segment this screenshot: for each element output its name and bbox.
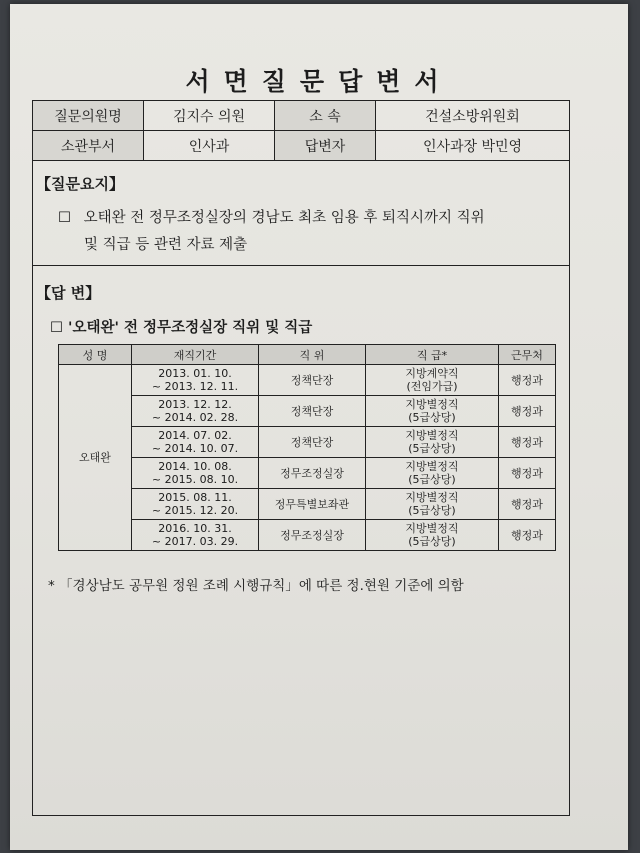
grade-cell: 지방별정직 (5급상당) [366, 520, 499, 551]
office-cell: 행정과 [499, 489, 556, 520]
table-row [59, 458, 556, 489]
department-label: 소관부서 [33, 131, 144, 161]
questioner-label: 질문의원명 [33, 101, 144, 131]
footnote: * 「경상남도 공무원 정원 조례 시행규칙」에 따른 정.현원 기준에 의함 [48, 578, 464, 594]
office-cell: 행정과 [499, 427, 556, 458]
grade-cell: 지방별정직 (5급상당) [366, 427, 499, 458]
question-text-line1: 오태완 전 정무조정실장의 경남도 최초 임용 후 퇴직시까지 직위 [83, 210, 485, 226]
period-cell: 2013. 12. 12. ~ 2014. 02. 28. [132, 396, 259, 427]
position-table [58, 344, 556, 551]
affiliation-value: 건설소방위원회 [376, 101, 570, 131]
question-line-1 [58, 205, 566, 232]
header-table [32, 100, 570, 161]
table-row [59, 520, 556, 551]
table-row [59, 427, 556, 458]
period-cell: 2014. 07. 02. ~ 2014. 10. 07. [132, 427, 259, 458]
office-cell: 행정과 [499, 396, 556, 427]
col-header-name: 성 명 [59, 345, 132, 365]
col-header-period: 재직기간 [132, 345, 259, 365]
question-text [58, 205, 566, 259]
col-header-grade: 직 급* [366, 345, 499, 365]
grade-cell: 지방계약직 (전임가급) [366, 365, 499, 396]
office-cell: 행정과 [499, 365, 556, 396]
grade-cell: 지방별정직 (5급상당) [366, 396, 499, 427]
document-title: 서면질문답변서 [185, 67, 453, 96]
answer-subheading: ☐ '오태완' 전 정무조정실장 직위 및 직급 [50, 320, 313, 336]
answer-heading: 【답 변】 [36, 284, 101, 302]
section-divider [32, 265, 570, 266]
header-row-1 [33, 101, 570, 131]
table-row [59, 489, 556, 520]
checkbox-icon: ☐ [58, 210, 71, 226]
office-cell: 행정과 [499, 520, 556, 551]
respondent-label: 답변자 [275, 131, 376, 161]
position-cell: 정무특별보좌관 [259, 489, 366, 520]
position-cell: 정책단장 [259, 396, 366, 427]
department-value: 인사과 [144, 131, 275, 161]
col-header-position: 직 위 [259, 345, 366, 365]
grade-cell: 지방별정직 (5급상당) [366, 489, 499, 520]
questioner-value: 김지수 의원 [144, 101, 275, 131]
table-header-row [59, 345, 556, 365]
affiliation-label: 소 속 [275, 101, 376, 131]
person-name: 오태완 [59, 365, 132, 551]
office-cell: 행정과 [499, 458, 556, 489]
position-cell: 정책단장 [259, 427, 366, 458]
position-cell: 정무조정실장 [259, 458, 366, 489]
position-cell: 정무조정실장 [259, 520, 366, 551]
respondent-value: 인사과장 박민영 [376, 131, 570, 161]
period-cell: 2014. 10. 08. ~ 2015. 08. 10. [132, 458, 259, 489]
grade-cell: 지방별정직 (5급상당) [366, 458, 499, 489]
question-text-line2: 및 직급 등 관련 자료 제출 [84, 237, 248, 253]
header-row-2 [33, 131, 570, 161]
table-row [59, 396, 556, 427]
col-header-office: 근무처 [499, 345, 556, 365]
question-heading: 【질문요지】 [36, 175, 124, 193]
position-cell: 정책단장 [259, 365, 366, 396]
period-cell: 2013. 01. 10. ~ 2013. 12. 11. [132, 365, 259, 396]
table-row [59, 365, 556, 396]
period-cell: 2016. 10. 31. ~ 2017. 03. 29. [132, 520, 259, 551]
period-cell: 2015. 08. 11. ~ 2015. 12. 20. [132, 489, 259, 520]
